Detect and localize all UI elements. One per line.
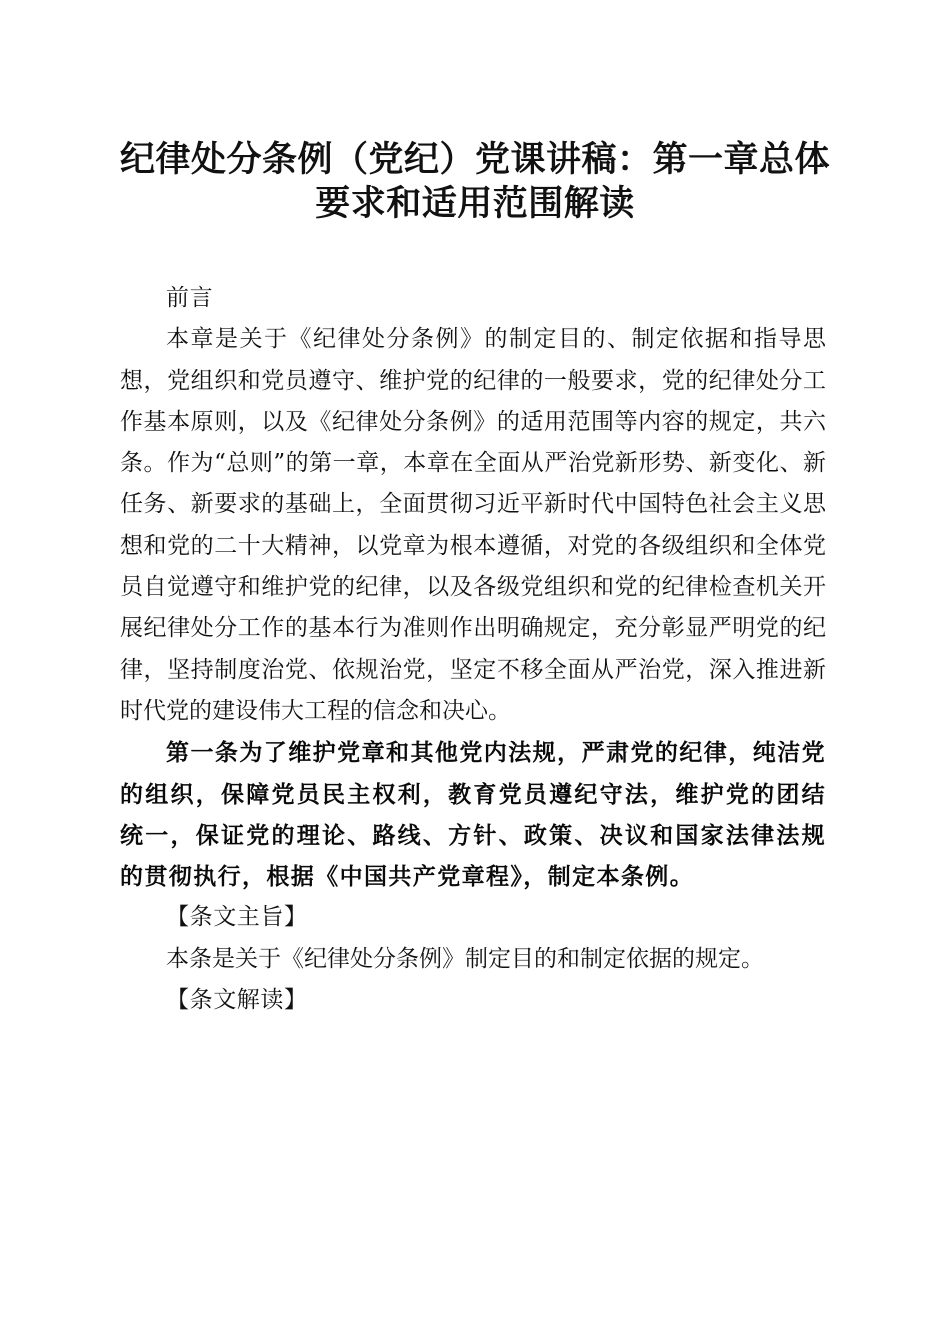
title-line-1: 纪律处分条例（党纪）党课讲稿：第一章总体 bbox=[119, 139, 830, 180]
title-line-2: 要求和适用范围解读 bbox=[315, 183, 635, 224]
preface-heading: 前言 bbox=[166, 285, 214, 311]
article-1-paragraph: 第一条为了维护党章和其他党内法规，严肃党的纪律，纯洁党的组织，保障党员民主权利，教育党员遵纪守法，维护党的团结统一，保证党的理论、路线、方针、政策、决议和国家法律法规的贯彻执行，根据《中国共产党章程》，制定本条例。 bbox=[120, 739, 826, 891]
article-purpose-label: 【条文主旨】 bbox=[166, 904, 308, 931]
article-purpose-paragraph: 本条是关于《纪律处分条例》制定目的和制定依据的规定。 bbox=[166, 945, 764, 972]
preface-paragraph: 本章是关于《纪律处分条例》的制定目的、制定依据和指导思想，党组织和党员遵守、维护党的纪律的一般要求，党的纪律处分工作基本原则，以及《纪律处分条例》的适用范围等内容的规定，共六条。作为“总则”的第一章，本章在全面从严治党新形势、新变化、新任务、新要求的基础上，全面贯彻习近平新时代中国特色社会主义思想和党的二十大精神，以党章为根本遵循，对党的各级组织和全体党员自觉遵守和维护党的纪律，以及各级党组织和党的纪律检查机关开展纪律处分工作的基本行为准则作出明确规定，充分彰显严明党的纪律，坚持制度治党、依规治党，坚定不移全面从严治党，深入推进新时代党的建设伟大工程的信念和决心。 bbox=[120, 326, 826, 724]
document-body bbox=[120, 278, 826, 1021]
article-interpretation-label: 【条文解读】 bbox=[166, 987, 308, 1014]
page-title bbox=[110, 138, 840, 226]
